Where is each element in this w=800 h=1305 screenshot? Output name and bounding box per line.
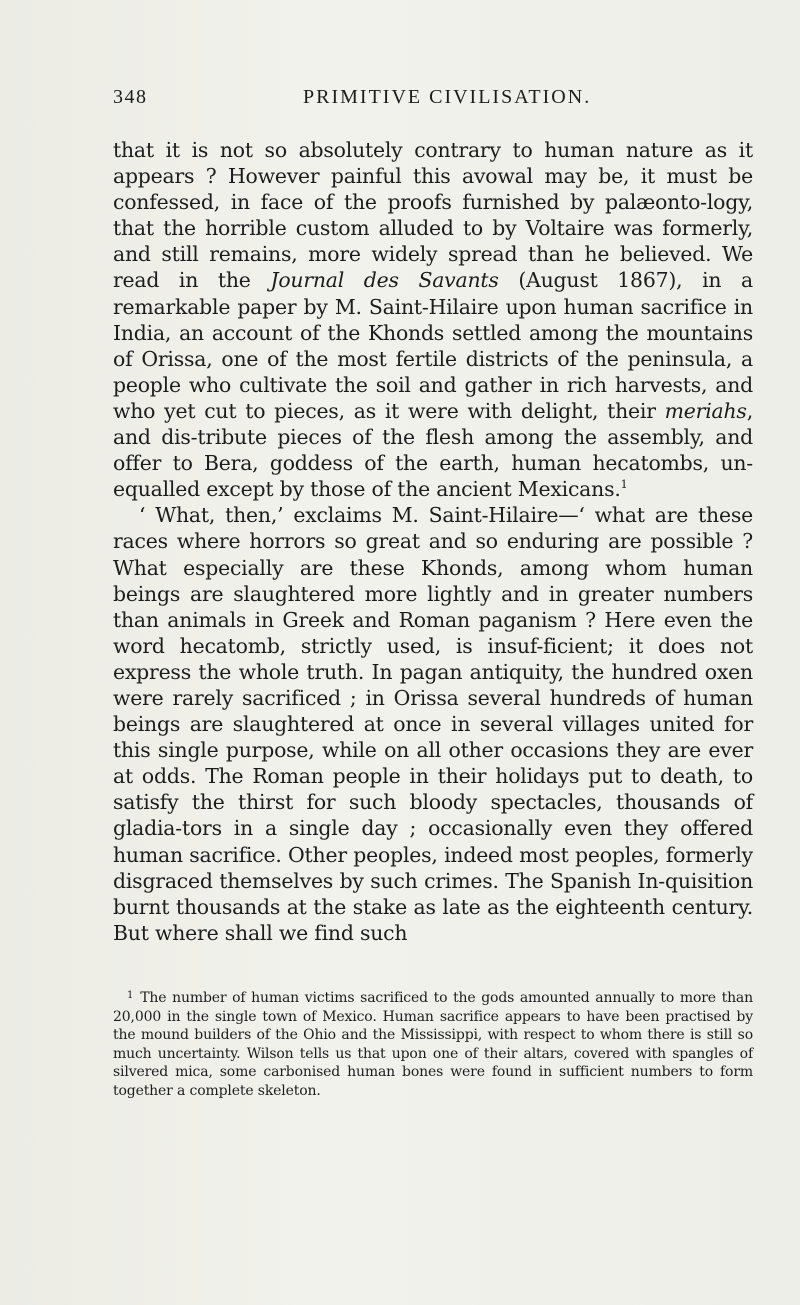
paragraph-1-part-b: (August 1867), in a remarkable paper by M. Saint-Hilaire upon human sacrifice in India, an account of the Khonds settled among the mountains of Orissa, one of the most fertile districts of the peninsula, a people who cultivate the soil and gather in rich harvests, and who yet cut to pieces, as it were with delight, their xyxy=(113,268,753,423)
journal-title: Journal des Savants xyxy=(270,268,499,293)
footnote-mark: 1 xyxy=(127,990,134,1001)
footnote-reference: 1 xyxy=(620,478,628,492)
paragraph-1-part-a: that it is not so absolutely contrary to human nature as it appears ? However painful this avowal may be, it must be confessed, in face of the proofs furnished by palæonto-logy, that the horrible custom alluded to by Voltaire was formerly, and still remains, more widely spread than he believed. We read in the xyxy=(113,138,753,293)
footnote xyxy=(113,987,753,1100)
paragraph-1 xyxy=(113,137,753,502)
page-header xyxy=(113,86,748,112)
footnote-text: The number of human victims sacrificed to the gods amounted annually to more than 20,000 in the single town of Mexico. Human sacrifice appears to have been practised by the mound builders of the Ohio and the Mississippi, with respect to whom there is still so much uncertainty. Wilson tells us that upon one of their altars, covered with spangles of silvered mica, some carbonised human bones were found in sufficient numbers to form together a complete skeleton. xyxy=(113,990,753,1099)
page-number: 348 xyxy=(113,86,148,108)
main-text xyxy=(113,137,753,946)
running-title: PRIMITIVE CIVILISATION. xyxy=(303,86,592,108)
meriahs-term: meriahs xyxy=(664,398,747,423)
paragraph-2: ‘ What, then,’ exclaims M. Saint-Hilaire—‘ what are these races where horrors so great and so enduring are possible ? What especially are these Khonds, among whom human beings are slaughtered more lightly and in greater numbers than animals in Greek and Roman paganism ? Here even the word hecatomb, strictly used, is insuf-ficient; it does not express the whole truth. In pagan antiquity, the hundred oxen were rarely sacrificed ; in Orissa several hundreds of human beings are slaughtered at once in several villages united for this single purpose, while on all other occasions they are ever at odds. The Roman people in their holidays put to death, to satisfy the thirst for such bloody spectacles, thousands of gladia-tors in a single day ; occasionally even they offered human sacrifice. Other peoples, indeed most peoples, formerly disgraced themselves by such crimes. The Spanish In-quisition burnt thousands at the stake as late as the eighteenth century. But where shall we find such xyxy=(113,503,753,945)
paragraph-1-part-c: , and dis-tribute pieces of the flesh among the assembly, and offer to Bera, goddess of the earth, human hecatombs, un-equalled except by those of the ancient Mexicans. xyxy=(113,398,753,502)
